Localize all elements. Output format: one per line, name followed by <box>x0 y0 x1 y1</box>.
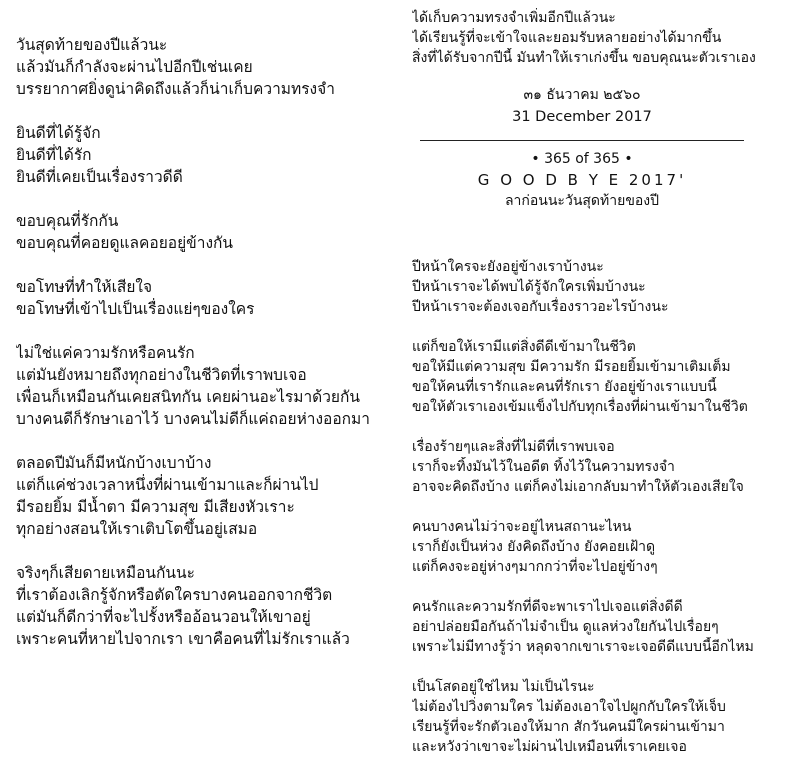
poem-line: สิ่งที่ได้รับจากปีนี้ มันทำให้เราเก่งขึ้น ขอบคุณนะตัวเราเอง <box>412 50 756 66</box>
poem-line: ขอโทษที่เข้าไปเป็นเรื่องแย่ๆของใคร <box>16 300 255 318</box>
poem-line: ตลอดปีมันก็มีหนักบ้างเบาบ้าง <box>16 454 212 472</box>
poem-line: ทุกอย่างสอนให้เราเติบโตขึ้นอยู่เสมอ <box>16 520 258 538</box>
poem-line: เพราะคนที่หายไปจากเรา เขาคือคนที่ไม่รักเราแล้ว <box>16 630 350 648</box>
stanza-gap <box>412 417 796 437</box>
poem-line: เรียนรู้ที่จะรักตัวเองให้มาก สักวันคนมีใครผ่านเข้ามา <box>412 719 725 735</box>
poem-line: ยินดีที่ได้รู้จัก <box>16 124 101 142</box>
date-english: 31 December 2017 <box>512 109 652 125</box>
stanza-gap <box>412 657 796 677</box>
poem-line: ขอให้มีแต่ความสุข มีความรัก มีรอยยิ้มเข้ามาเติมเต็ม <box>412 359 731 375</box>
stanza <box>16 276 396 320</box>
stanza <box>412 257 796 317</box>
poem-line: ได้เก็บความทรงจำเพิ่มอีกปีแล้วนะ <box>412 10 616 26</box>
poem-line: คนรักและความรักที่ดีจะพาเราไปเจอแต่สิ่งดีดี <box>412 599 683 615</box>
poem-line: ขอบคุณที่คอยดูแลคอยอยู่ข้างกัน <box>16 234 234 252</box>
poem-line: ยินดีที่เคยเป็นเรื่องราวดีดี <box>16 168 183 186</box>
poem-line: ไม่ต้องไปวิ่งตามใคร ไม่ต้องเอาใจไปผูกกับใครให้เจ็บ <box>412 699 726 715</box>
poem-line: เพื่อนก็เหมือนกันเคยสนิทกัน เคยผ่านอะไรมาด้วยกัน <box>16 388 360 406</box>
left-column <box>16 34 396 650</box>
stanza-gap <box>412 497 796 517</box>
poem-line: ปีหน้าใครจะยังอยู่ข้างเราบ้างนะ <box>412 259 604 275</box>
poem-line: อย่าปล่อยมือกันถ้าไม่จำเป็น ดูแลห่วงใยกันไปเรื่อยๆ <box>412 619 719 635</box>
poem-line: มีรอยยิ้ม มีน้ำตา มีความสุข มีเสียงหัวเราะ <box>16 498 295 516</box>
poem-line: ขอโทษที่ทำให้เสียใจ <box>16 278 153 296</box>
stanza-gap <box>412 577 796 597</box>
poem-line: เรื่องร้ายๆและสิ่งที่ไม่ดีที่เราพบเจอ <box>412 439 615 455</box>
poem-line: บรรยากาศยิ่งดูน่าคิดถึงแล้วก็น่าเก็บความทรงจำ <box>16 80 335 98</box>
right-column <box>412 8 796 757</box>
stanza <box>16 452 396 540</box>
right-stanzas <box>412 257 796 757</box>
poem-line: วันสุดท้ายของปีแล้วนะ <box>16 36 168 54</box>
stanza-gap <box>412 317 796 337</box>
stanza <box>16 342 396 430</box>
poem-line: แต่ก็แค่ช่วงเวลาหนึ่งที่ผ่านเข้ามาและก็ผ่านไป <box>16 476 319 494</box>
poem-line: เพราะไม่มีทางรู้ว่า หลุดจากเขาเราจะเจอดีดีแบบนี้อีกไหม <box>412 639 754 655</box>
poem-line: เราก็ยังเป็นห่วง ยังคิดถึงบ้าง ยังคอยเฝ้าดู <box>412 539 656 555</box>
stanza-gap <box>16 540 396 562</box>
stanza <box>412 677 796 757</box>
poem-line: ที่เราต้องเลิกรู้จักหรือตัดใครบางคนออกจากชีวิต <box>16 586 333 604</box>
stanza-gap <box>16 188 396 210</box>
poem-line: บางคนดีก็รักษาเอาไว้ บางคนไม่ดีก็แค่ถอยห่างออกมา <box>16 410 370 428</box>
poem-line: และหวังว่าเขาจะไม่ผ่านไปเหมือนที่เราเคยเจอ <box>412 739 687 755</box>
poem-line: แต่มันก็ดีกว่าที่จะไปรั้งหรืออ้อนวอนให้เขาอยู่ <box>16 608 311 626</box>
stanza <box>16 210 396 254</box>
stanza-gap <box>16 100 396 122</box>
poem-line: ปีหน้าเราจะต้องเจอกับเรื่องราวอะไรบ้างนะ <box>412 299 669 315</box>
stanza <box>412 337 796 417</box>
divider-line <box>420 140 744 141</box>
poem-line: แต่ก็ขอให้เรามีแต่สิ่งดีดีเข้ามาในชีวิต <box>412 339 636 355</box>
poem-line: เป็นโสดอยู่ใช่ไหม ไม่เป็นไรนะ <box>412 679 595 695</box>
date-thai: ๓๑ ธันวาคม ๒๕๖๐ <box>523 87 641 103</box>
stanza <box>16 34 396 100</box>
poem-line: อาจจะคิดถึงบ้าง แต่ก็คงไม่เอากลับมาทำให้ตัวเองเสียใจ <box>412 479 744 495</box>
poem-line: ขอให้คนที่เรารักและคนที่รักเรา ยังอยู่ข้างเราแบบนี้ <box>412 379 717 395</box>
poem-line: แล้วมันก็กำลังจะผ่านไปอีกปีเช่นเคย <box>16 58 253 76</box>
stanza <box>412 597 796 657</box>
farewell-line: ลาก่อนนะวันสุดท้ายของปี <box>504 193 660 209</box>
date-block <box>412 84 752 211</box>
poem-line: แต่มันยังหมายถึงทุกอย่างในชีวิตที่เราพบเจอ <box>16 366 307 384</box>
poem-line: ยินดีที่ได้รัก <box>16 146 92 164</box>
stanza <box>16 122 396 188</box>
stanza-gap <box>16 430 396 452</box>
day-counter: • 365 of 365 • <box>531 151 633 167</box>
poem-line: จริงๆก็เสียดายเหมือนกันนะ <box>16 564 195 582</box>
stanza <box>16 562 396 650</box>
goodbye-title: G O O D B Y E 2017' <box>477 171 687 189</box>
stanza <box>412 437 796 497</box>
stanza-gap <box>16 320 396 342</box>
poem-line: ได้เรียนรู้ที่จะเข้าใจและยอมรับหลายอย่างได้มากขึ้น <box>412 30 722 46</box>
poem-line: ไม่ใช่แค่ความรักหรือคนรัก <box>16 344 195 362</box>
poem-line: ขอให้ตัวเราเองเข้มแข็งไปกับทุกเรื่องที่ผ่านเข้ามาในชีวิต <box>412 399 748 415</box>
poem-line: เราก็จะทิ้งมันไว้ในอดีต ทิ้งไว้ในความทรงจำ <box>412 459 675 475</box>
poem-line: แต่ก็คงจะอยู่ห่างๆมากกว่าที่จะไปอยู่ข้างๆ <box>412 559 658 575</box>
stanza-gap <box>16 254 396 276</box>
poem-line: ปีหน้าเราจะได้พบได้รู้จักใครเพิ่มบ้างนะ <box>412 279 646 295</box>
right-top-stanza <box>412 8 796 68</box>
stanza <box>412 517 796 577</box>
poem-line: คนบางคนไม่ว่าจะอยู่ไหนสถานะไหน <box>412 519 632 535</box>
poem-line: ขอบคุณที่รักกัน <box>16 212 119 230</box>
